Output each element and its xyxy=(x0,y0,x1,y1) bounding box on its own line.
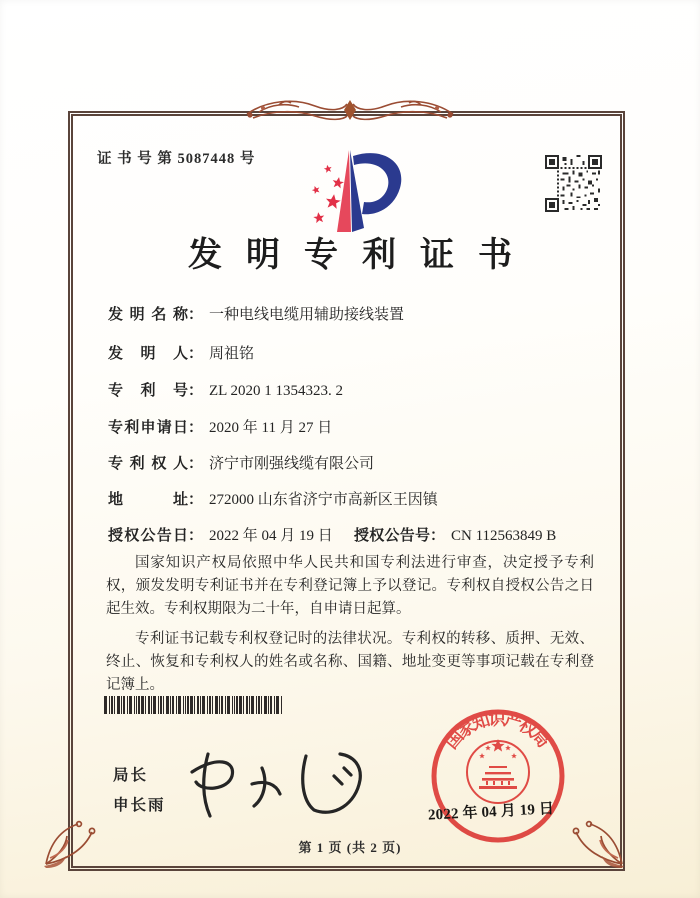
field-label: 发明名称 xyxy=(108,307,188,323)
field-label: 专利号 xyxy=(108,383,188,399)
field-label: 授权公告号 xyxy=(354,528,430,544)
field-value: ZL 2020 1 1354323. 2 xyxy=(209,383,344,399)
seal-org-text: 国家知识产权局 xyxy=(440,708,555,753)
field-value: 周祖铭 xyxy=(209,346,255,362)
field-label: 专利权人 xyxy=(108,456,188,472)
cnipa-logo-icon xyxy=(286,146,426,238)
field-value: 一种电线电缆用辅助接线装置 xyxy=(209,307,405,323)
field-colon: ： xyxy=(188,528,204,544)
field-row-inventor xyxy=(108,342,254,363)
field-row-patentee xyxy=(108,452,374,473)
field-colon: ： xyxy=(188,307,204,323)
seal-date-stamp: 2022 年 04 月 19 日 xyxy=(427,801,555,824)
field-row-grant-date xyxy=(108,524,557,545)
certificate-title: 发明专利证书 xyxy=(188,237,536,274)
legal-text-block xyxy=(106,552,594,704)
field-label: 地址 xyxy=(108,492,188,508)
page-footer: 第 1 页 (共 2 页) xyxy=(298,840,402,855)
certificate-number: 证 书 号 第 5087448 号 xyxy=(97,151,256,167)
field-colon: ： xyxy=(188,383,204,399)
field-label: 发明人 xyxy=(108,346,188,362)
field-row-invention-name xyxy=(108,303,404,324)
field-colon: ： xyxy=(188,420,204,436)
field-row-address xyxy=(108,488,438,509)
legal-paragraph-2: 专利证书记载专利权登记时的法律状况。专利权的转移、质押、无效、终止、恢复和专利权人的姓名或名称、国籍、地址变更等事项记载在专利登记簿上。 xyxy=(106,631,594,693)
field-value: 272000 山东省济宁市高新区王因镇 xyxy=(209,492,438,508)
handwritten-signature-icon xyxy=(178,742,373,830)
field-label: 专利申请日 xyxy=(108,420,188,436)
field-label: 授权公告日 xyxy=(108,528,188,544)
field-colon: ： xyxy=(430,528,446,544)
top-flourish-ornament xyxy=(243,92,457,134)
field-colon: ： xyxy=(188,456,204,472)
field-value: 济宁市刚强线缆有限公司 xyxy=(209,456,375,472)
barcode-icon xyxy=(104,696,282,714)
field-row-patent-number xyxy=(108,379,343,400)
director-name: 申长雨 xyxy=(113,797,166,814)
field-colon: ： xyxy=(188,492,204,508)
field-grant-number xyxy=(354,524,556,545)
field-value: CN 112563849 B xyxy=(451,528,557,544)
field-row-application-date xyxy=(108,416,332,437)
qr-code-icon xyxy=(545,155,602,212)
corner-flourish-bottom-left xyxy=(40,798,112,870)
director-title: 局长 xyxy=(113,767,149,784)
legal-paragraph-1: 国家知识产权局依照中华人民共和国专利法进行审查，决定授予专利权，颁发发明专利证书并在专利登记簿上予以登记。专利权自授权公告之日起生效。专利权期限为二十年，自申请日起算。 xyxy=(106,555,594,617)
field-value: 2020 年 11 月 27 日 xyxy=(209,420,333,436)
field-colon: ： xyxy=(188,346,204,362)
field-value: 2022 年 04 月 19 日 xyxy=(209,528,333,544)
